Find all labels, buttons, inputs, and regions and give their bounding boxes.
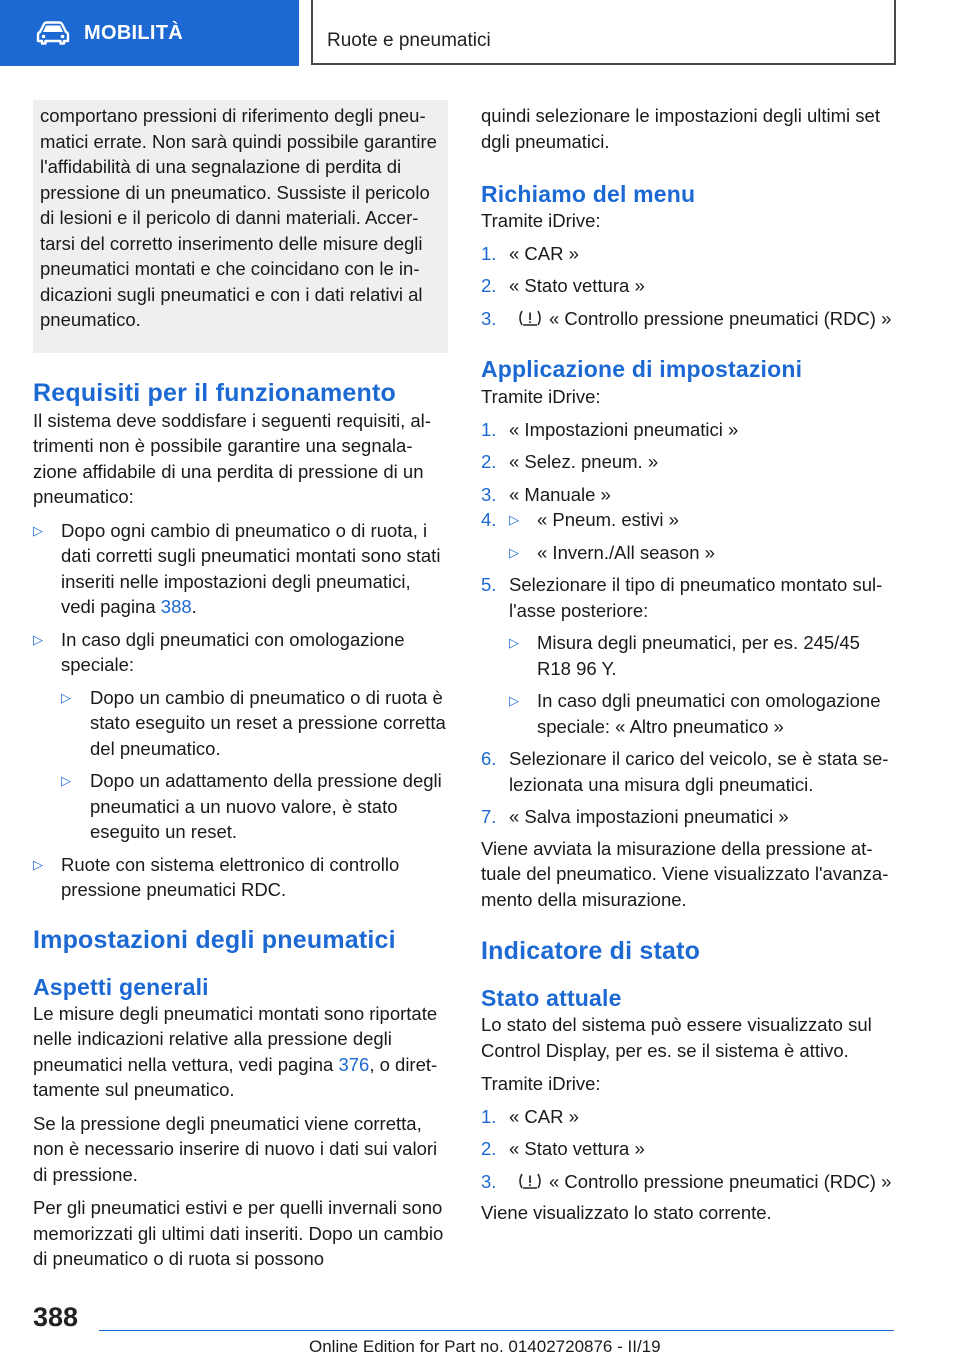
- current-status-intro: Tramite iDrive:: [481, 1073, 601, 1094]
- list-item: 7. « Salva impostazioni pneumatici »: [481, 806, 789, 827]
- list-item: ▷ Misura degli pneumatici, per es. 245/45 R18 96 Y.: [509, 630, 897, 681]
- heading-tire-settings: Impostazioni degli pneumatici: [33, 925, 396, 954]
- list-item: 4. ▷ « Pneum. estivi » ▷ « Invern./All season »: [481, 507, 897, 565]
- heading-apply-settings: Applicazione di impostazioni: [481, 356, 803, 382]
- heading-requirements: Requisiti per il funzionamento: [33, 378, 396, 407]
- sublist: [61, 685, 449, 845]
- list-item: 2. « Stato vettura »: [481, 275, 645, 296]
- footer-edition: Online Edition for Part no. 01402720876 - II/19: [309, 1337, 661, 1356]
- tire-pressure-warning-icon: [517, 1172, 543, 1190]
- list-item: 3. « Controllo pressione pneumatici (RDC) »: [481, 1170, 892, 1192]
- page-link-388[interactable]: 388: [160, 596, 192, 617]
- sublist: [509, 507, 897, 565]
- requirements-intro: Il sistema deve soddisfare i seguenti requisiti, altrimenti non è possibile garantire una segnalazione affidabile di una perdita di pressione di un pneumatico:: [33, 409, 431, 507]
- list-item: 6. Selezionare il carico del veicolo, se è stata selezionata una misura dgli pneumatici.: [481, 748, 889, 795]
- list-item: ▷ Dopo un adattamento della pressione degli pneumatici a un nuovo valore, è stato eseguito un reset.: [61, 768, 449, 845]
- current-status-after: Viene visualizzato lo stato corrente.: [481, 1202, 772, 1223]
- warning-text: comportano pressioni di riferimento degli pneumatici errate. Non sarà quindi possibile garantire l'affidabilità di una segnalazione di perdita di pressione di un pneumatico. Sussiste il pericolo di lesioni e il pericolo di danni materiali. Accertarsi del corretto inserimento delle misure degli pneumatici montati e che coincidano con le indicazioni sugli pneumatici e con i dati relativi al pneumatico.: [40, 105, 437, 330]
- list-item: ▷ In caso dgli pneumatici con omologazione speciale: « Altro pneumatico »: [509, 688, 897, 739]
- list-item: 1. « CAR »: [481, 242, 579, 264]
- apply-steps: [481, 417, 897, 830]
- general-paragraph-3: Per gli pneumatici estivi e per quelli invernali sono memorizzati gli ultimi dati inseriti. Dopo un cambio di pneumatico o di ruota si possono: [33, 1197, 444, 1269]
- left-column: [33, 100, 449, 1272]
- chapter-header: [311, 0, 896, 65]
- heading-general: Aspetti generali: [33, 973, 209, 1000]
- list-item: 3. « Controllo pressione pneumatici (RDC) »: [481, 307, 892, 329]
- sublist: [509, 630, 897, 739]
- chapter-title: Ruote e pneumatici: [327, 30, 491, 51]
- general-paragraph-2: Se la pressione degli pneumatici viene corretta, non è necessario inserire di nuovo i dati sui valori di pressione.: [33, 1112, 438, 1185]
- apply-intro: Tramite iDrive:: [481, 386, 601, 407]
- footer-divider: [99, 1330, 894, 1331]
- menu-intro: Tramite iDrive:: [481, 210, 601, 231]
- continued-paragraph: quindi selezionare le impostazioni degli ultimi set dgli pneumatici.: [481, 105, 880, 152]
- list-item: ▷ « Invern./All season »: [509, 540, 897, 566]
- heading-status-indicator: Indicatore di stato: [481, 937, 701, 965]
- list-item: ▷ Dopo un cambio di pneumatico o di ruota è stato eseguito un reset a pressione corretta del pneumatico.: [61, 685, 449, 762]
- current-status-paragraph: Lo stato del sistema può essere visualizzato sul Control Display, per es. se il sistema è attivo.: [481, 1014, 872, 1061]
- apply-after: Viene avviata la misurazione della pressione attuale del pneumatico. Viene visualizzato l'avanzamento della misurazione.: [481, 837, 889, 910]
- requirements-list: [33, 518, 449, 903]
- tire-pressure-warning-icon: [517, 309, 543, 327]
- page-number: 388: [33, 1302, 79, 1332]
- heading-current-status: Stato attuale: [481, 985, 622, 1011]
- list-item: 1. « Impostazioni pneumatici »: [481, 418, 739, 440]
- list-item: 5. Selezionare il tipo di pneumatico montato sull'asse posteriore: ▷ Misura degli pneumatici, per es. 245/45 R18 96 Y. ▷ In caso dgli pneumatici con omologazione speciale: « Altro pneumatico »: [481, 572, 897, 739]
- current-status-steps: [481, 1104, 897, 1195]
- general-paragraph-1: Le misure degli pneumatici montati sono riportate nelle indicazioni relative alla pressione degli pneumatici nella vettura, vedi pagina 376, o direttamente sul pneumatico.: [33, 1002, 438, 1100]
- heading-menu: Richiamo del menu: [481, 181, 696, 207]
- right-column: [481, 103, 897, 1226]
- list-item: 2. « Stato vettura »: [481, 1138, 645, 1159]
- section-title: MOBILITÀ: [84, 21, 184, 44]
- list-item: ▷ Ruote con sistema elettronico di controllo pressione pneumatici RDC.: [33, 852, 449, 903]
- page-link-376[interactable]: 376: [338, 1053, 370, 1075]
- list-item: ▷ In caso dgli pneumatici con omologazione speciale: ▷ Dopo un cambio di pneumatico o di ruota è stato eseguito un reset a pressione corretta del pneumatico. ▷ Dopo un adattamento della pressione degli pneumatici a un nuovo valore, è stato eseguito un reset.: [33, 627, 449, 845]
- list-item: 2. « Selez. pneum. »: [481, 451, 659, 472]
- list-item: ▷ « Pneum. estivi »: [509, 507, 897, 533]
- section-tab: [0, 0, 299, 66]
- warning-box: [33, 100, 448, 353]
- car-icon: [36, 21, 70, 45]
- list-item: ▷ Dopo ogni cambio di pneumatico o di ruota, i dati corretti sugli pneumatici montati sono stati inseriti nelle impostazioni degli pneumatici, vedi pagina 388.: [33, 518, 449, 620]
- list-item: 1. « CAR »: [481, 1105, 579, 1127]
- menu-steps: [481, 241, 897, 332]
- list-item: 3. « Manuale »: [481, 483, 611, 505]
